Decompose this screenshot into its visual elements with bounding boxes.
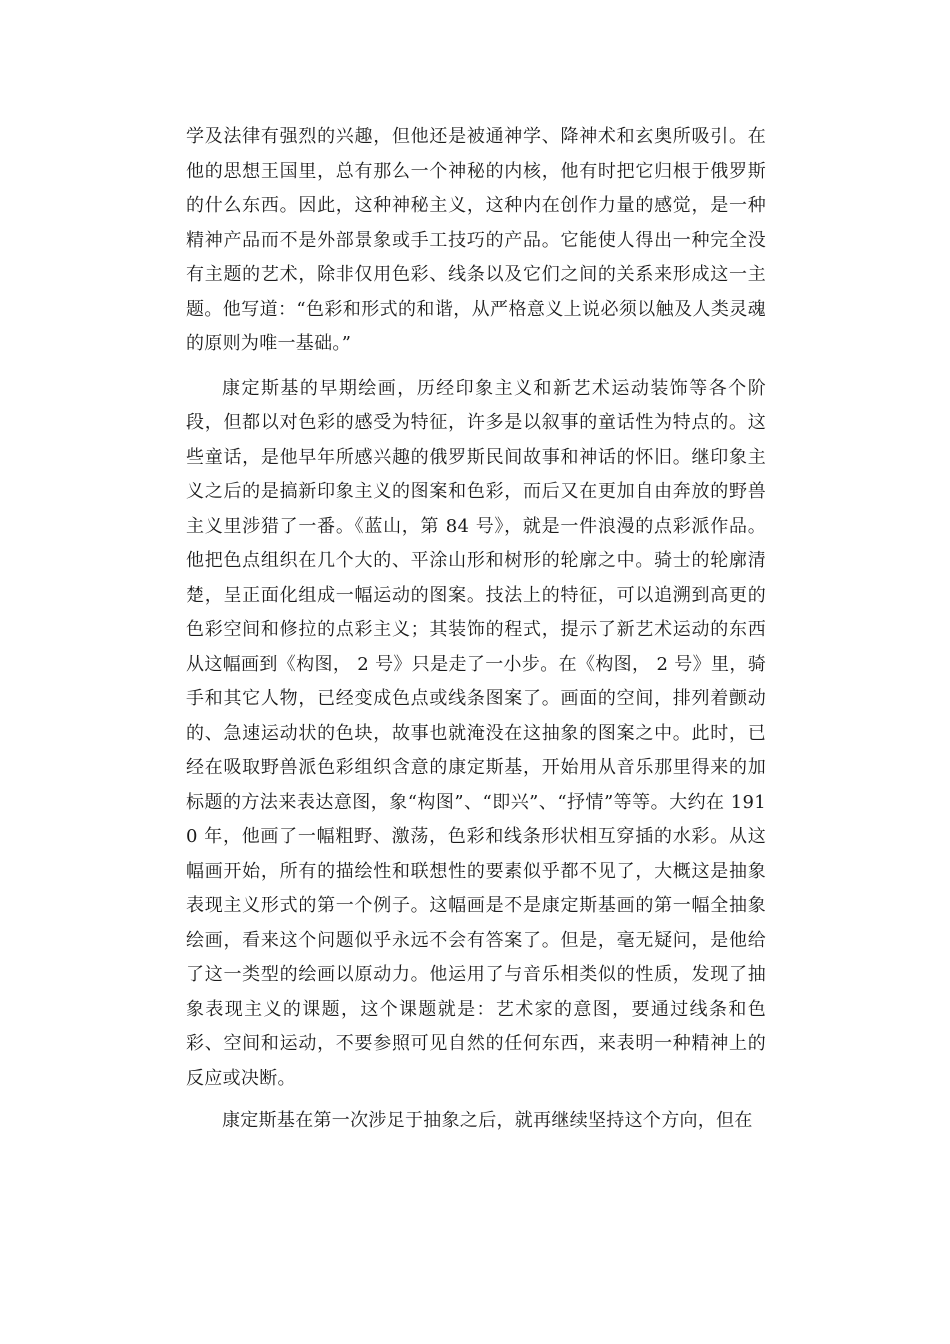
paragraph-3: 康定斯基在第一次涉足于抽象之后，就再继续坚持这个方向，但在: [222, 1110, 753, 1131]
paragraph-1: 学及法律有强烈的兴趣，但他还是被通神学、降神术和玄奥所吸引。在他的思想王国里，总有那么一个神秘的内核，他有时把它归根于俄罗斯的什么东西。因此，这种神秘主义，这种内在创作力量的感觉，是一种精神产品而不是外部景象或手工技巧的产品。它能使人得出一种完全没有主题的艺术，除非仅用色彩、线条以及它们之间的关系来形成这一主题。他写道：“色彩和形式的和谐，从严格意义上说必须以触及人类灵魂的原则为唯一基础。”: [186, 126, 766, 354]
document-page: [186, 120, 766, 1139]
paragraph-2: 康定斯基的早期绘画，历经印象主义和新艺术运动装饰等各个阶段，但都以对色彩的感受为特征，许多是以叙事的童话性为特点的。这些童话，是他早年所感兴趣的俄罗斯民间故事和神话的怀旧。继印象主义之后的是搞新印象主义的图案和色彩，而后又在更加自由奔放的野兽主义里涉猎了一番。《蓝山，第 84 号》，就是一件浪漫的点彩派作品。他把色点组织在几个大的、平涂山形和树形的轮廓之中。骑士的轮廓清楚，呈正面化组成一幅运动的图案。技法上的特征，可以追溯到高更的色彩空间和修拉的点彩主义；其装饰的程式，提示了新艺术运动的东西从这幅画到《构图， 2 号》只是走了一小步。在《构图， 2 号》里，骑手和其它人物，已经变成色点或线条图案了。画面的空间，排列着颤动的、急速运动状的色块，故事也就淹没在这抽象的图案之中。此时，已经在吸取野兽派色彩组织含意的康定斯基，开始用从音乐那里得来的加标题的方法来表达意图，象“构图”、“即兴”、“抒情”等等。大约在 1910 年，他画了一幅粗野、激荡，色彩和线条形状相互穿插的水彩。从这幅画开始，所有的描绘性和联想性的要素似乎都不见了，大概这是抽象表现主义形式的第一个例子。这幅画是不是康定斯基画的第一幅全抽象绘画，看来这个问题似乎永远不会有答案了。但是，毫无疑问，是他给了这一类型的绘画以原动力。他运用了与音乐相类似的性质，发现了抽象表现主义的课题，这个课题就是：艺术家的意图，要通过线条和色彩、空间和运动，不要参照可见自然的任何东西，来表明一种精神上的反应或决断。: [186, 377, 766, 1089]
